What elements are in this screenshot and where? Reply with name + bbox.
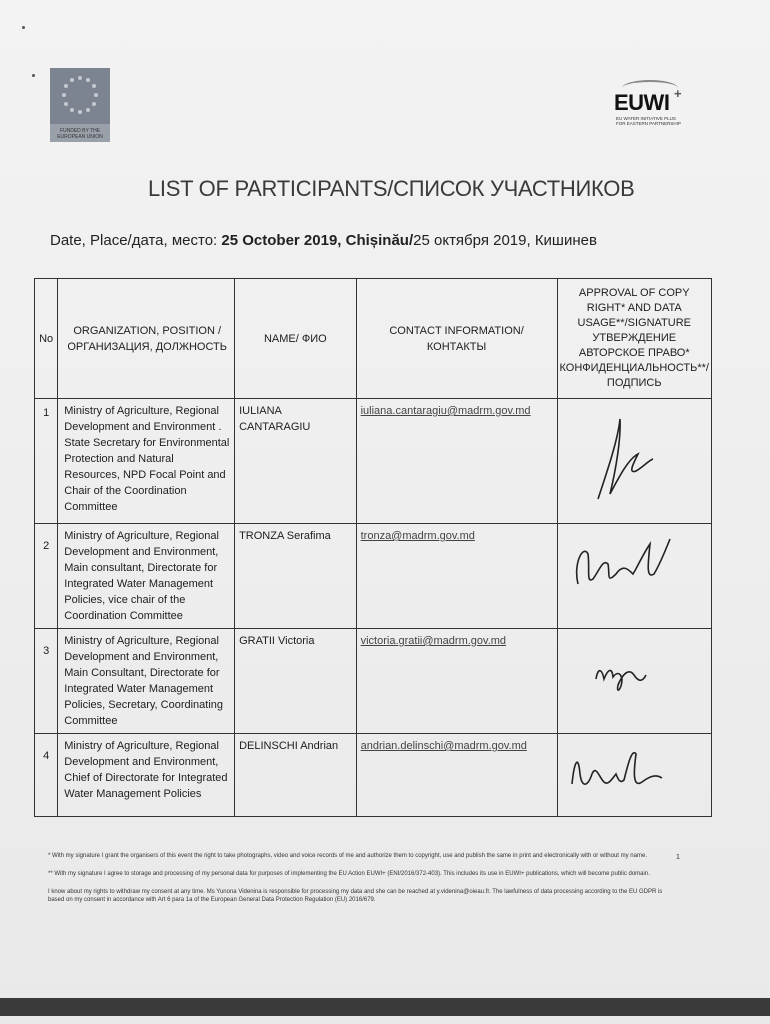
header-organization: ORGANIZATION, POSITION / ОРГАНИЗАЦИЯ, ДОЛЖНОСТЬ (58, 279, 235, 399)
header-approval: APPROVAL OF COPY RIGHT* AND DATA USAGE**/SIGNATURE УТВЕРЖДЕНИЕ АВТОРСКОЕ ПРАВО* КОНФИДЕНЦИАЛЬНОСТЬ**/ПОДПИСЬ (557, 279, 712, 399)
row-email: iuliana.cantaragiu@madrm.gov.md (360, 405, 531, 417)
row-email: andrian.delinschi@madrm.gov.md (360, 740, 527, 752)
scan-bottom-edge (0, 998, 770, 1016)
row-no: 4 (35, 734, 58, 817)
table-row (35, 524, 712, 629)
row-organization: Ministry of Agriculture, Regional Development and Environment, Main Consultant, Directorate for Integrated Water Management Policies, Secretary, Coordinating Committee (58, 629, 235, 734)
row-signature-cell (557, 734, 712, 817)
table-row (35, 734, 712, 817)
date-suffix: 25 октября 2019, Кишинев (413, 232, 597, 249)
row-email: victoria.gratii@madrm.gov.md (360, 635, 507, 647)
table-row (35, 629, 712, 734)
euwi-subtitle: EU WATER INITIATIVE PLUS FOR EASTERN PARTNERSHIP (616, 116, 681, 126)
handwritten-signature (558, 524, 704, 608)
date-place-line (50, 232, 597, 249)
row-name: TRONZA Serafima (235, 524, 357, 629)
table-row (35, 399, 712, 524)
eu-flag-icon (50, 68, 110, 124)
row-contact-cell (356, 629, 557, 734)
footnote-gdpr: I know about my rights to withdraw my consent at any time. Ms Yunona Videnina is responsible for processing my data and she can be reached at y.videnina@oieau.fr. The lawfulness of data processing according to the EU GDPR is based on my consent in accordance with Art 6 para 1a of the European General Data Protection Regulation (EU) 2016/679. (48, 889, 663, 903)
euwi-wordmark: EUWI (614, 90, 670, 115)
row-contact-cell (356, 524, 557, 629)
date-prefix: Date, Place/дата, место: (50, 232, 222, 249)
footnote-data-usage: ** With my signature I agree to storage and processing of my personal data for purposes of implementing the EU Action EUWI+ (ENI/2016/372-403). This includes its use in EUWI+ publications, which will become public domain. (48, 871, 650, 877)
handwritten-signature (558, 734, 704, 816)
row-no: 3 (35, 629, 58, 734)
eu-logo-text: FUNDED BY THE EUROPEAN UNION (57, 128, 103, 140)
euwi-plus: + (674, 86, 682, 101)
header-no: No (35, 279, 58, 399)
handwritten-signature (558, 629, 704, 713)
page-title: LIST OF PARTICIPANTS/СПИСОК УЧАСТНИКОВ (148, 176, 635, 201)
row-name: IULIANA CANTARAGIU (235, 399, 357, 524)
scan-speck (22, 26, 25, 29)
date-bold: 25 October 2019, Chișinău/ (221, 232, 414, 249)
handwritten-signature (558, 399, 704, 523)
row-organization: Ministry of Agriculture, Regional Development and Environment, Chief of Directorate for Integrated Water Management Policies (58, 734, 235, 817)
row-no: 1 (35, 399, 58, 524)
row-signature-cell (557, 524, 712, 629)
euwi-logo (604, 82, 690, 128)
row-organization: Ministry of Agriculture, Regional Development and Environment . State Secretary for Environmental Protection and Natural Resources, NPD Focal Point and Chair of the Coordination Committee (58, 399, 235, 524)
row-no: 2 (35, 524, 58, 629)
row-email: tronza@madrm.gov.md (360, 530, 475, 542)
row-contact-cell (356, 734, 557, 817)
row-name: DELINSCHI Andrian (235, 734, 357, 817)
row-signature-cell (557, 399, 712, 524)
row-name: GRATII Victoria (235, 629, 357, 734)
participants-table (34, 278, 712, 817)
table-header-row (35, 279, 712, 399)
row-signature-cell (557, 629, 712, 734)
header-name: NAME/ ФИО (235, 279, 357, 399)
footnote-copyright: * With my signature I grant the organisers of this event the right to take photographs, video and voice records of me and authorize them to copyright, use and publish the same in print and electronically with or without my name. (48, 853, 647, 859)
row-organization: Ministry of Agriculture, Regional Development and Environment, Main consultant, Directorate for Integrated Water Management Policies, vice chair of the Coordination Committee (58, 524, 235, 629)
header-contact: CONTACT INFORMATION/ КОНТАКТЫ (356, 279, 557, 399)
page-number: 1 (676, 854, 680, 861)
row-contact-cell (356, 399, 557, 524)
scan-speck (32, 74, 35, 77)
eu-logo (50, 68, 110, 142)
